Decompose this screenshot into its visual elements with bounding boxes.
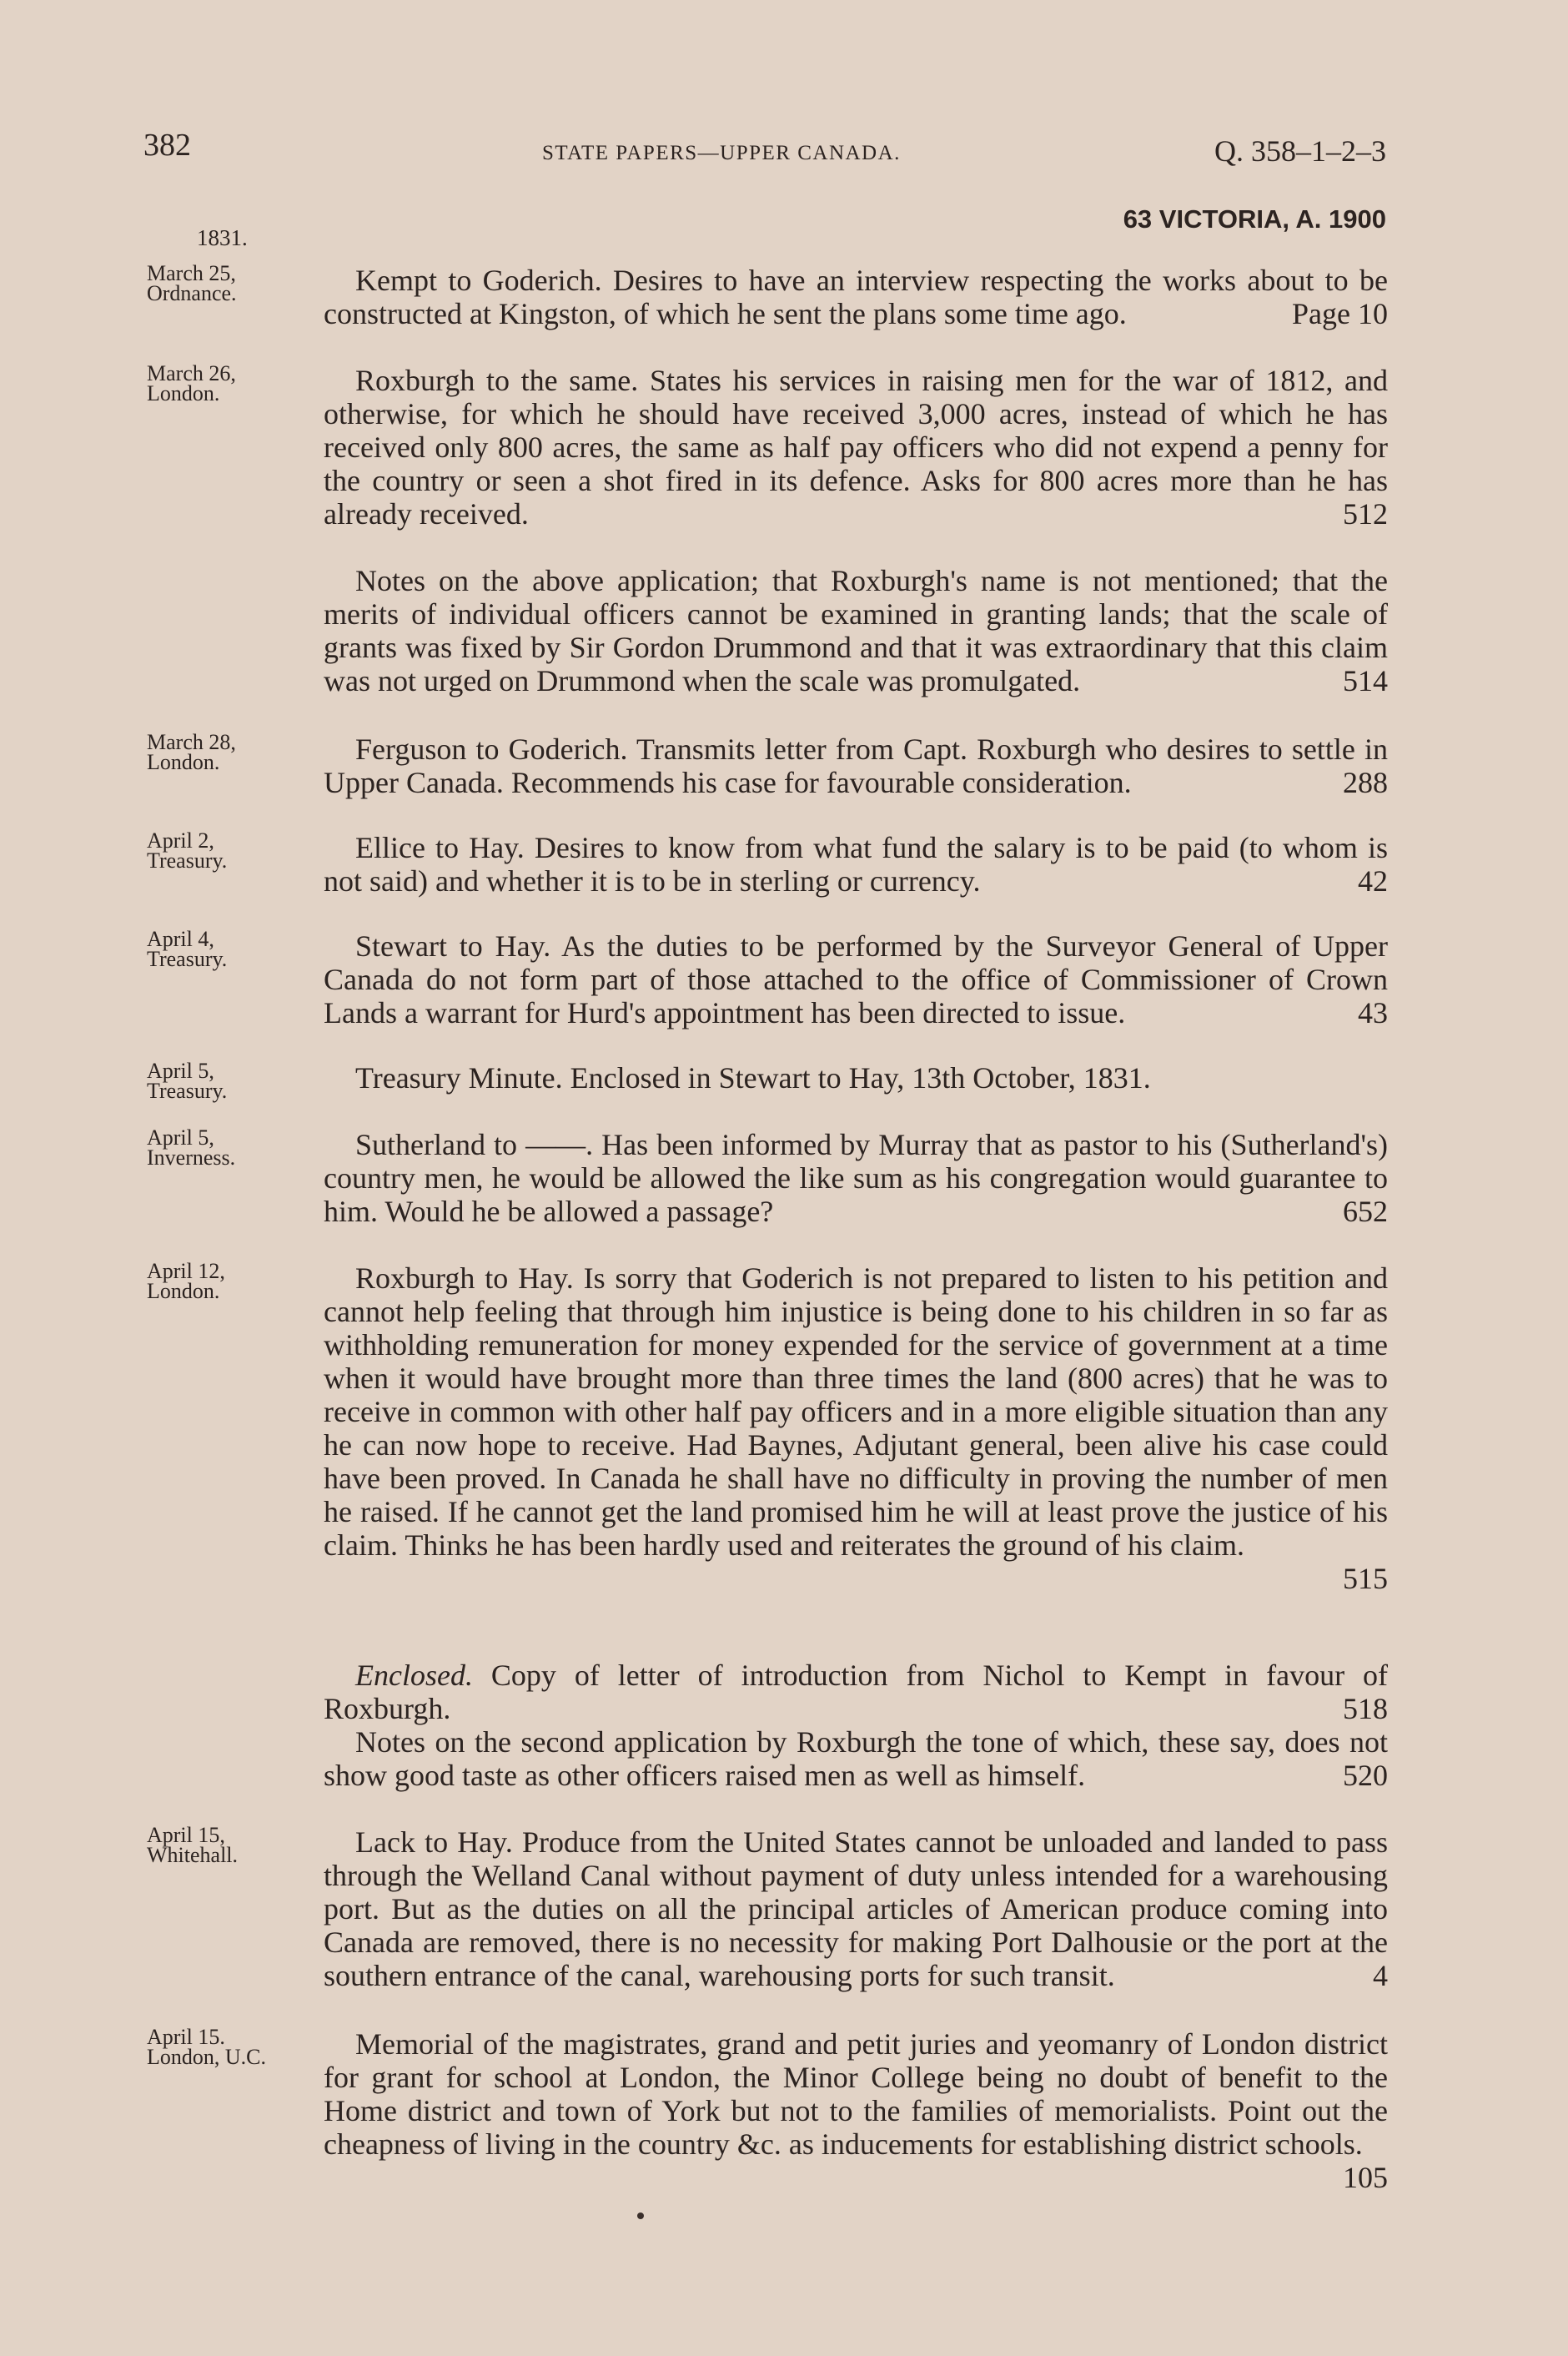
page-ref: Page 10 <box>1292 297 1388 330</box>
calendar-entry <box>0 1059 1568 1103</box>
calendar-entry <box>0 564 1568 697</box>
entry-text: Kempt to Goderich. Desires to have an interview respecting the works about to be constructed at Kingston, of which he sent the plans some time ago. Page 10 <box>324 264 1388 330</box>
calendar-entry <box>0 1261 1568 1595</box>
page-ref: 288 <box>1343 766 1388 799</box>
entry-date: March 25, Ordnance. <box>147 261 237 305</box>
page-ref: 42 <box>1358 864 1388 898</box>
entry-text: Lack to Hay. Produce from the United States cannot be unloaded and landed to pass through the Welland Canal without payment of duty unless intended for a warehousing port. But as the duties on all the principal articles of American produce coming into Canada are removed, there is no necessity for making Port Dalhousie or the port at the southern entrance of the canal, warehousing ports for such transit. 4 <box>324 1825 1388 1992</box>
calendar-entry <box>0 828 1568 898</box>
entry-text: Notes on the above application; that Roxburgh's name is not mentioned; that the merits of individual officers cannot be examined in granting lands; that the scale of grants was fixed by Sir Gordon Drummond and that it was extraordinary that this claim was not urged on Drummond when the scale was promulgated. 514 <box>324 564 1388 697</box>
year-label: 1831. <box>197 225 248 250</box>
entry-date: April 15. London, U.C. <box>147 2025 266 2069</box>
entry-date: April 5, Inverness. <box>147 1125 236 1170</box>
calendar-entry <box>0 732 1568 799</box>
calendar-entry <box>0 1725 1568 1792</box>
calendar-entry <box>0 1659 1568 1725</box>
page-ref: 515 <box>1343 1562 1388 1595</box>
page-ref: 520 <box>1343 1759 1388 1792</box>
entry-text: Sutherland to ——. Has been informed by Murray that as pastor to his (Sutherland's) country men, he would be allowed the like sum as his congregation would guarantee to him. Would he be allowed a passage? 652 <box>324 1128 1388 1228</box>
entry-text: Roxburgh to Hay. Is sorry that Goderich is not prepared to listen to his petition and cannot help feeling that through him injustice is being done to his children in so far as withholding remuneration for money expended for the service of government at a time when it would have brought more than three times the land (800 acres) that he was to receive in common with other half pay officers and in a more eligible situation than any he can now hope to receive. Had Baynes, Adjutant general, been alive his case could have been proved. In Canada he shall have no difficulty in proving the number of men he raised. If he cannot get the land promised him he will at least prove the justice of his claim. Thinks he has been hardly used and reiterates the ground of his claim. <box>324 1261 1388 1562</box>
entry-text: Treasury Minute. Enclosed in Stewart to Hay, 13th October, 1831. <box>355 1061 1151 1095</box>
page-ref: 518 <box>1343 1692 1388 1725</box>
entry-text: Ferguson to Goderich. Transmits letter from Capt. Roxburgh who desires to settle in Upper Canada. Recommends his case for favourable consideration. 288 <box>324 732 1388 799</box>
reference-code: Q. 358–1–2–3 <box>1214 134 1386 168</box>
entry-date: March 26, London. <box>147 361 236 405</box>
entry-date: April 4, Treasury. <box>147 927 228 971</box>
entry-date: April 15, Whitehall. <box>147 1823 239 1867</box>
page-ref: 43 <box>1358 996 1388 1029</box>
calendar-entry <box>0 1125 1568 1228</box>
page-ref: 105 <box>1343 2161 1388 2194</box>
entry-text: Memorial of the magistrates, grand and petit juries and yeomanry of London district for grant for school at London, the Minor College being no doubt of benefit to the Home district and town of York but not to the families of memorialists. Point out the cheapness of living in the country &c. as inducements for establishing district schools. 105 <box>324 2027 1388 2194</box>
entry-text: Notes on the second application by Roxburgh the tone of which, these say, does not show good taste as other officers raised men as well as himself. 520 <box>324 1725 1388 1792</box>
calendar-entry <box>0 1825 1568 1992</box>
page-ref: 652 <box>1343 1195 1388 1228</box>
entry-text: Ellice to Hay. Desires to know from what fund the salary is to be paid (to whom is not said) and whether it is to be in sterling or currency. 42 <box>324 831 1388 898</box>
calendar-entry <box>0 361 1568 531</box>
entry-text: Enclosed. Copy of letter of introduction from Nichol to Kempt in favour of Roxburgh. 518 <box>324 1659 1388 1725</box>
ink-dot <box>637 2213 644 2219</box>
calendar-entry <box>0 2027 1568 2194</box>
entry-date: April 2, Treasury. <box>147 828 228 873</box>
entry-date: March 28, London. <box>147 730 236 774</box>
session-label: 63 VICTORIA, A. 1900 <box>1123 204 1386 234</box>
entry-date: April 12, London. <box>147 1259 225 1303</box>
page-number: 382 <box>143 128 191 163</box>
entry-text: Roxburgh to the same. States his services in raising men for the war of 1812, and otherwise, for which he should have received 3,000 acres, instead of which he has received only 800 acres, the same as half pay officers who did not expend a penny for the country or seen a shot fired in its defence. Asks for 800 acres more than he has already received. 512 <box>324 364 1388 531</box>
entry-date: April 5, Treasury. <box>147 1059 228 1103</box>
enclosed-label: Enclosed. <box>355 1659 473 1692</box>
page-ref: 514 <box>1343 664 1388 697</box>
page-ref: 512 <box>1343 497 1388 531</box>
running-title: STATE PAPERS—UPPER CANADA. <box>542 142 901 164</box>
entry-text: Stewart to Hay. As the duties to be performed by the Surveyor General of Upper Canada do not form part of those attached to the office of Commissioner of Crown Lands a warrant for Hurd's appointment has been directed to issue. 43 <box>324 929 1388 1029</box>
calendar-entry <box>0 261 1568 330</box>
page-ref: 4 <box>1373 1959 1388 1992</box>
calendar-entry <box>0 929 1568 1029</box>
